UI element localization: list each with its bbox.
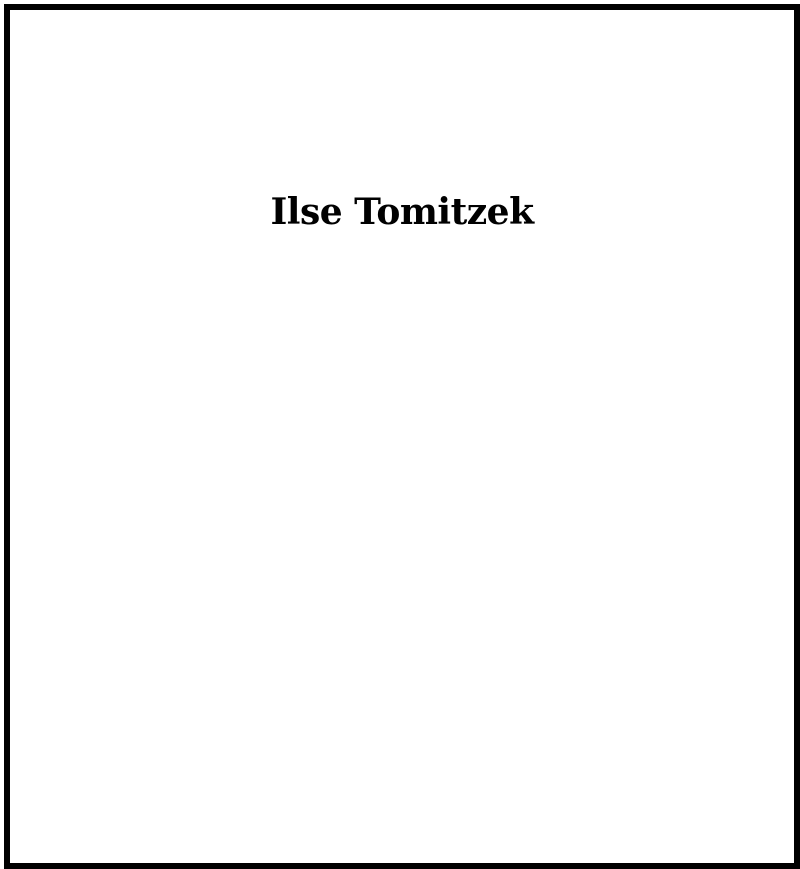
mourner-line (10, 580, 794, 616)
deceased-name: Ilse Tomitzek (270, 191, 534, 233)
funeral-line (10, 658, 794, 685)
mourner-line (10, 544, 794, 580)
donation-line (10, 724, 794, 752)
mourners-list (10, 402, 794, 615)
notice-border (4, 4, 800, 869)
donation-info (10, 696, 794, 779)
donation-line (10, 696, 794, 724)
obituary-notice (10, 10, 794, 863)
mourner-line (10, 438, 794, 474)
mourner-line (10, 509, 794, 545)
funeral-line (10, 631, 794, 658)
donation-line (10, 751, 794, 779)
mourner-line (10, 473, 794, 509)
mourner-line (10, 402, 794, 438)
funeral-info (10, 631, 794, 685)
